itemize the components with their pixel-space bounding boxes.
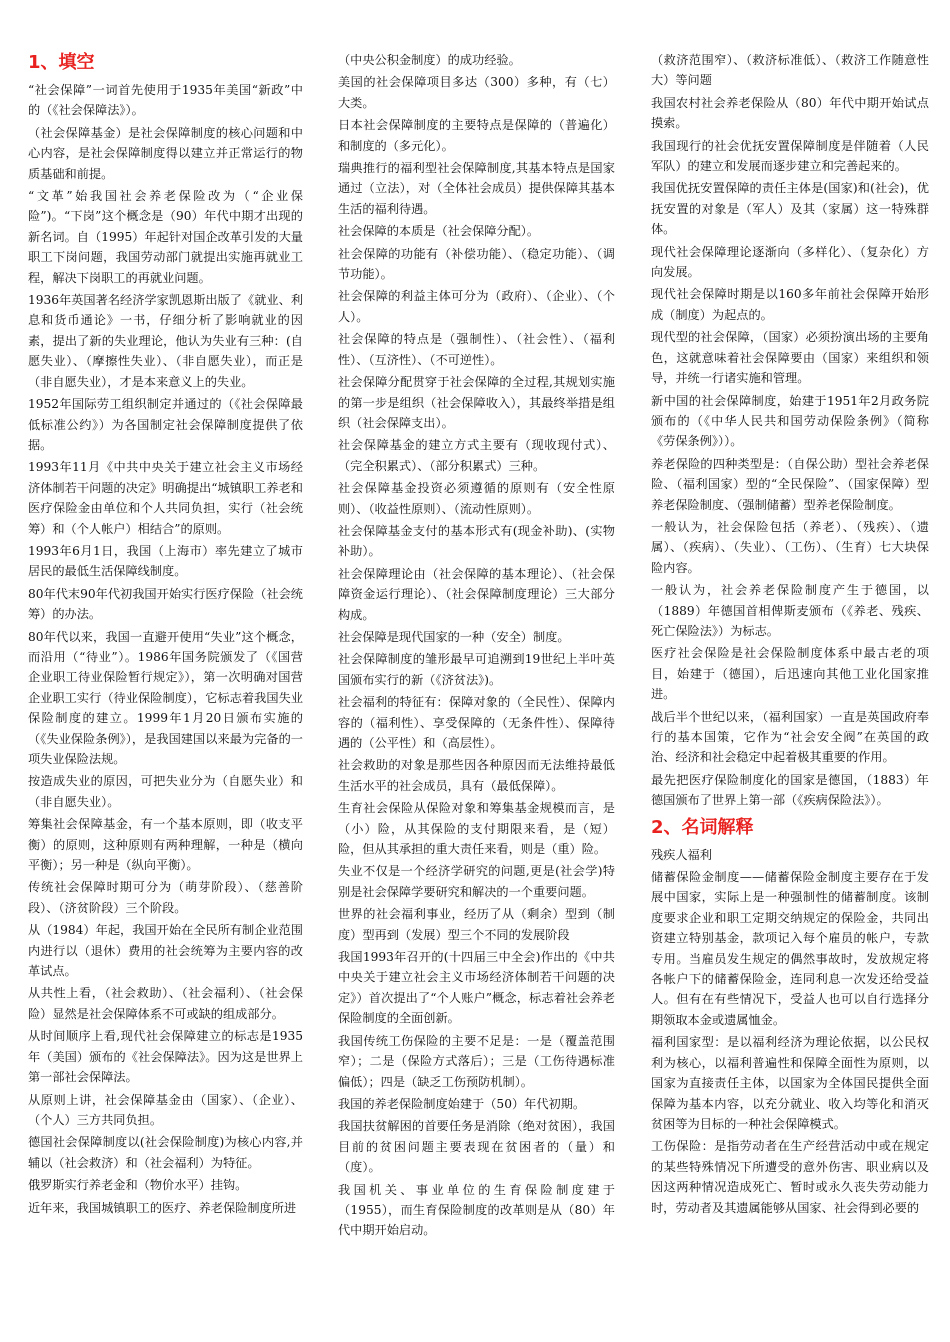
paragraph: 我国机关、事业单位的生育保险制度建于（1955），而生育保险制度的改革则是从（80）年代中期开始启动。 (338, 1182, 615, 1238)
paragraph: 社会保障是现代国家的一种（安全）制度。 (338, 629, 570, 644)
column-1-paragraphs (28, 80, 303, 1218)
paragraph: 社会保障的特点是（强制性）、（社会性）、（福利性）、（互济性）、（不可逆性）。 (338, 332, 615, 367)
paragraph: 现代社会保障时期是以160多年前社会保障开始形成（制度）为起点的。 (651, 287, 929, 322)
paragraph: （救济范围窄）、（救济标准低）、（救济工作随意性大）等问题 (651, 53, 929, 88)
paragraph: 社会保障分配贯穿于社会保障的全过程,其规划实施的第一步是组织（社会保障收入），其最终举措是组织（社会保障支出）。 (338, 375, 615, 430)
paragraph: 我国1993年召开的(十四届三中全会)作出的《中共中央关于建立社会主义市场经济体制若干问题的决定》）首次提出了“个人账户”概念，标志着社会养老保险制度的全面创新。 (338, 950, 615, 1026)
paragraph: 现代型的社会保障，（国家）必须扮演出场的主要角色，这就意味着社会保障要由（国家）来组织和领导，并统一行诸实施和管理。 (651, 330, 929, 386)
paragraph: “社会保障”一词首先使用于1935年美国“新政”中的（《社会保障法》）。 (28, 83, 303, 118)
paragraph: 工伤保险：是指劳动者在生产经营活动中或在规定的某些特殊情况下所遭受的意外伤害、职业病以及因这两种情况造成死亡、暂时或永久丧失劳动能力时，劳动者及其遗属能够从国家、社会得到必要的 (651, 1139, 929, 1215)
paragraph: 我国优抚安置保障的责任主体是(国家)和(社会)，优抚安置的对象是（军人）及其（家属）这一特殊群体。 (651, 181, 929, 237)
paragraph: 社会保障基金投资必须遵循的原则有（安全性原则）、（收益性原则）、（流动性原则）。 (338, 481, 615, 516)
paragraph: 社会救助的对象是那些因各种原因而无法维持最低生活水平的社会成员，具有（最低保障）。 (338, 758, 615, 793)
paragraph: 最先把医疗保险制度化的国家是德国，（1883）年德国颁布了世界上第一部（《疾病保险法》）。 (651, 772, 929, 808)
paragraph: 1993年6月1日，我国（上海市）率先建立了城市居民的最低生活保障线制度。 (28, 543, 303, 579)
paragraph: 储蓄保险金制度——储蓄保险金制度主要存在于发展中国家，实际上是一种强制性的储蓄制度。该制度要求企业和职工定期交纳规定的保险金，共同出资建立特别基金，款项记入每个雇员的帐户，专款专用。当雇员发生规定的偶然事故时，发放规定将各帐户下的储蓄保险金，连同利息一次发还给受益人。但有在有些情况下，受益人也可以自行选择分期领取本金或遗属恤金。 (651, 870, 929, 1027)
column-3-terms-paragraphs (651, 845, 929, 1218)
paragraph: 我国的养老保险制度始建于（50）年代初期。 (338, 1096, 586, 1111)
paragraph: “文革”始我国社会养老保险改为（“企业保险”)。“下岗”这个概念是（90）年代中期才出现的新名词。自（1995）年起针对国企改革引发的大量职工下岗问题，我国劳动部门就提出实施再就业工程，解决下岗职工的再就业问题。 (28, 189, 303, 285)
paragraph: 80年代末90年代初我国开始实行医疗保险（社会统筹）的办法。 (28, 586, 303, 622)
paragraph: 我国现行的社会优抚安置保障制度是伴随着（人民军队）的建立和发展而逐步建立和完善起来的。 (651, 138, 929, 174)
paragraph: 从原则上讲，社会保障基金由（国家）、（企业）、（个人）三方共同负担。 (28, 1092, 303, 1127)
column-3-paragraphs (651, 50, 929, 811)
section-heading-fill-blank: 1、填空 (28, 52, 95, 73)
paragraph: 1952年国际劳工组织制定并通过的（《社会保障最低标准公约》）为各国制定社会保障制度提供了依据。 (28, 397, 303, 452)
paragraph: 养老保险的四种类型是：（自保公助）型社会养老保险、（福利国家）型的“全民保险”、（国家保障）型养老保险制度、（强制储蓄）型养老保险制度。 (651, 456, 929, 512)
paragraph: 80年代以来，我国一直避开使用“失业”这个概念，而沿用（“待业”）。1986年国务院颁发了（《国营企业职工待业保险暂行规定》），第一次明确对国营企业职工实行（待业保险制度），它标志着我国失业保险制度的建立。1999年1月20日颁布实施的（《失业保险条例》），是我国建国以来最为完备的一项失业保险法规。 (28, 629, 303, 766)
paragraph: 世界的社会福利事业，经历了从（剩余）型到（制度）型再到（发展）型三个不同的发展阶段 (338, 907, 615, 942)
paragraph: 筹集社会保障基金，有一个基本原则，即（收支平衡）的原则，这种原则有两种理解，一种是（横向平衡）；另一种是（纵向平衡）。 (28, 817, 303, 873)
paragraph: 社会福利的特征有：保障对象的（全民性）、保障内容的（福利性）、享受保障的（无条件性）、保障待遇的（公平性）和（高层性）。 (338, 695, 615, 750)
paragraph: 1993年11月《中共中央关于建立社会主义市场经济体制若干问题的决定》明确提出“城镇职工养老和医疗保险金由单位和个人共同负担，实行（社会统筹）和（个人帐户）相结合”的原则。 (28, 460, 303, 536)
paragraph: 一般认为，社会养老保险制度产生于德国，以（1889）年德国首相俾斯麦颁布（《养老、残疾、死亡保险法》）为标志。 (651, 583, 929, 638)
paragraph: 现代社会保障理论逐渐向（多样化）、（复杂化）方向发展。 (651, 244, 929, 280)
paragraph: （中央公积金制度）的成功经验。 (338, 53, 521, 67)
paragraph: 德国社会保障制度以(社会保险制度)为核心内容,并辅以（社会救济）和（社会福利）为特征。 (28, 1135, 303, 1170)
paragraph: 新中国的社会保障制度，始建于1951年2月政务院颁布的（《中华人民共和国劳动保险条例》（简称《劳保条例》））。 (651, 393, 929, 449)
paragraph: 医疗社会保险是社会保险制度体系中最古老的项目，始建于（德国），后迅速向其他工业化国家推进。 (651, 646, 929, 702)
column-2 (338, 50, 615, 1243)
paragraph: 日本社会保障制度的主要特点是保障的（普遍化）和制度的（多元化）。 (338, 118, 615, 153)
paragraph: 社会保障基金的建立方式主要有（现收现付式）、（完全积累式）、（部分积累式）三种。 (338, 438, 615, 473)
paragraph: 生育社会保险从保险对象和筹集基金规模而言，是（小）险，从其保险的支付期限来看，是（短）险，但从其承担的重大责任来看，则是（重）险。 (338, 801, 615, 857)
column-3 (651, 50, 929, 1220)
paragraph: 从（1984）年起，我国开始在全民所有制企业范围内进行以（退休）费用的社会统筹为主要内容的改革试点。 (28, 923, 303, 979)
paragraph: 我国扶贫解困的首要任务是消除（绝对贫困），我国目前的贫困问题主要表现在贫困者的（量）和（度）。 (338, 1119, 615, 1175)
column-2-paragraphs (338, 50, 615, 1241)
paragraph: 一般认为，社会保险包括（养老）、（残疾）、（遗属）、（疾病）、（失业）、（工伤）、（生育）七大块保险内容。 (651, 519, 929, 575)
paragraph: 传统社会保障时期可分为（萌芽阶段）、（慈善阶段）、（济贫阶段）三个阶段。 (28, 880, 303, 915)
paragraph: 1936年英国著名经济学家凯恩斯出版了《就业、利息和货币通论》一书，仔细分析了影响就业的因素，提出了新的失业理论，他认为失业有三种：(自愿失业）、（摩擦性失业）、（非自愿失业），而正是（非自愿失业），才是本来意义上的失业。 (28, 293, 303, 389)
paragraph: 社会保障的功能有（补偿功能）、（稳定功能）、（调节功能）。 (338, 246, 615, 282)
paragraph: 按造成失业的原因，可把失业分为（自愿失业）和（非自愿失业）。 (28, 774, 303, 809)
paragraph: 社会保障理论由（社会保障的基本理论）、（社会保障资金运行理论）、（社会保障制度理论）三大部分构成。 (338, 566, 615, 622)
paragraph: 我国农村社会养老保险从（80）年代中期开始试点摸索。 (651, 95, 929, 131)
paragraph: （社会保障基金）是社会保障制度的核心问题和中心内容，是社会保障制度得以建立并正常运行的物质基础和前提。 (28, 125, 303, 181)
paragraph: 从时间顺序上看,现代社会保障建立的标志是1935年（美国）颁布的《社会保障法》。因为这是世界上第一部社会保障法。 (28, 1029, 303, 1085)
paragraph: 瑞典推行的福利型社会保障制度,其基本特点是国家通过（立法），对（全体社会成员）提供保障其基本生活的福利待遇。 (338, 161, 615, 216)
paragraph: 社会保障基金支付的基本形式有(现金补助)、(实物补助）。 (338, 523, 615, 559)
paragraph: 我国传统工伤保险的主要不足是：一是（覆盖范围窄）；二是（保险方式落后）；三是（工伤待遇标准偏低）；四是（缺乏工伤预防机制）。 (338, 1033, 615, 1089)
paragraph: 战后半个世纪以来，（福利国家）一直是英国政府奉行的基本国策，它作为“社会安全阀”在英国的政治、经济和社会稳定中起着极其重要的作用。 (651, 709, 929, 765)
paragraph: 福利国家型：是以福利经济为理论依据，以公民权利为核心，以福利普遍性和保障全面性为原则，以国家为直接责任主体，以国家为全体国民提供全面保障为基本内容，以充分就业、收入均等化和消灭贫困等为目标的一种社会保障模式。 (651, 1035, 929, 1131)
paragraph: 近年来，我国城镇职工的医疗、养老保险制度所进 (28, 1200, 297, 1215)
paragraph: 残疾人福利 (651, 847, 712, 862)
paragraph: 从共性上看，（社会救助）、（社会福利）、（社会保险）显然是社会保障体系不可或缺的组成部分。 (28, 986, 303, 1021)
paragraph: 失业不仅是一个经济学研究的问题,更是(社会学)特别是社会保障学要研究和解决的一个重要问题。 (338, 864, 615, 899)
column-1 (28, 50, 303, 1220)
section-heading-terms: 2、名词解释 (651, 816, 754, 838)
paragraph: 社会保障的利益主体可分为（政府）、（企业）、（个人）。 (338, 289, 615, 324)
paragraph: 社会保障制度的雏形最早可追溯到19世纪上半叶英国颁布实行的新（《济贫法》)。 (338, 652, 615, 687)
paragraph: 美国的社会保障项目多达（300）多种，有（七）大类。 (338, 75, 615, 110)
paragraph: 俄罗斯实行养老金和（物价水平）挂钩。 (28, 1178, 248, 1193)
paragraph: 社会保障的本质是（社会保障分配）。 (338, 224, 540, 239)
